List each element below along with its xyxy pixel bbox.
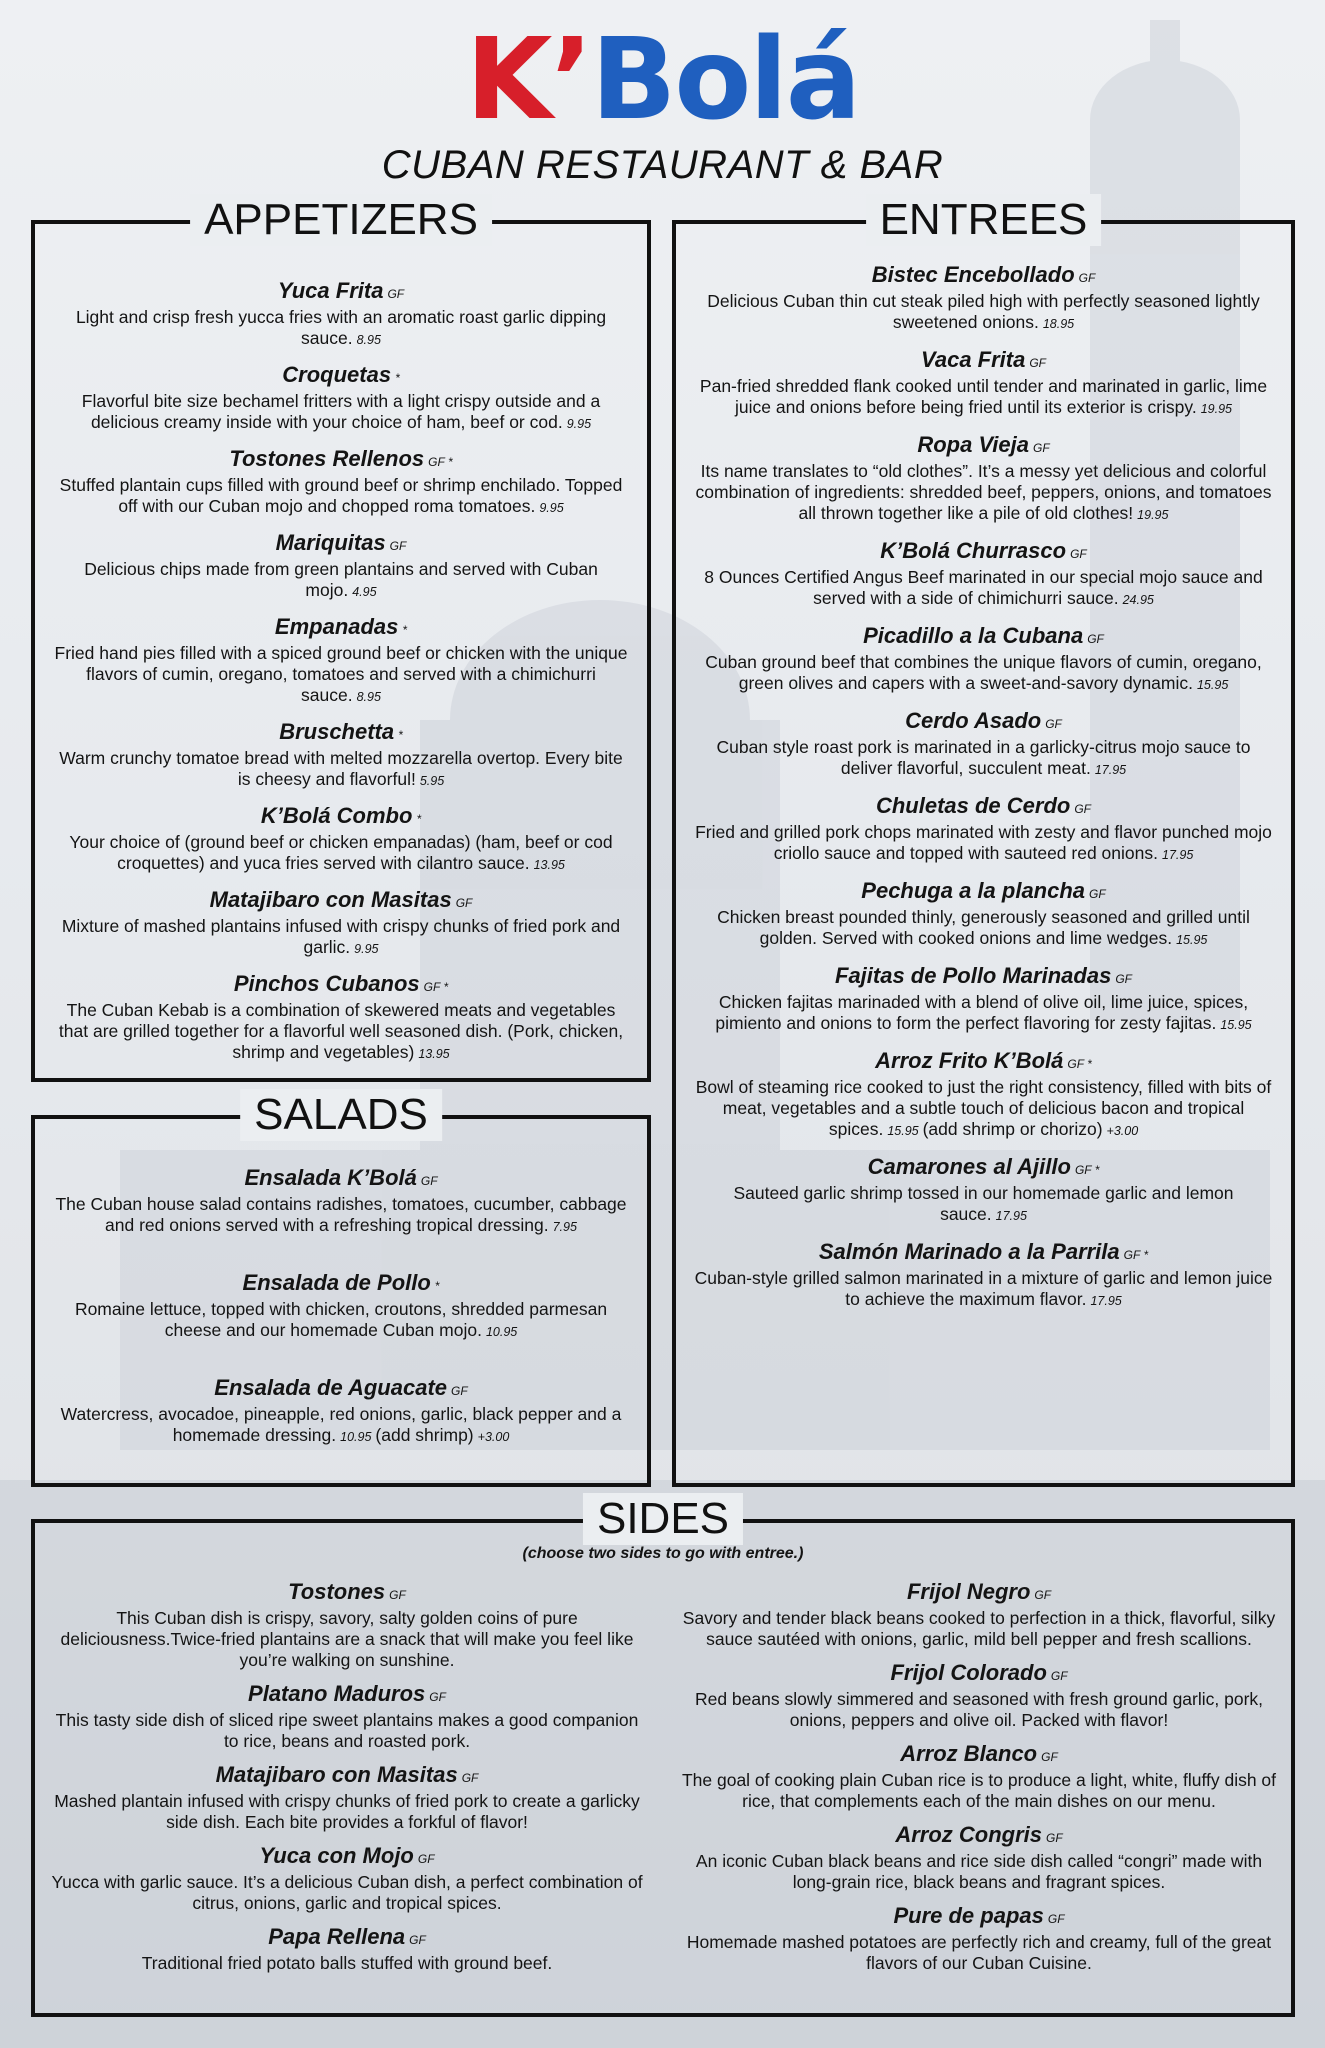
sides-note: (choose two sides to go with entree.): [522, 1545, 804, 1562]
dietary-tag: GF: [461, 1771, 479, 1785]
menu-item-price: 9.95: [566, 417, 592, 431]
menu-item-description: Your choice of (ground beef or chicken empanadas) (ham, beef or cod croquettes) and yuca fries served with cilantro sauce.: [69, 832, 613, 873]
menu-item-name: [49, 1681, 645, 1710]
menu-item-name: [690, 347, 1277, 376]
menu-item-name: [51, 278, 631, 307]
menu-item-description-block: [675, 1932, 1283, 1974]
menu-item-title: Platano Maduros: [248, 1681, 426, 1706]
menu-item-price: 5.95: [419, 774, 445, 788]
menu-item: [49, 1579, 645, 1671]
menu-item-description-block: [51, 391, 631, 433]
menu-item-title: Arroz Frito K’Bolá: [875, 1048, 1064, 1073]
menu-item: [51, 1270, 631, 1341]
menu-item-description: Stuffed plantain cups filled with ground beef or shrimp enchilado. Topped off with our Cuban mojo and chopped roma tomatoes.: [59, 475, 623, 516]
menu-item-price: 17.95: [1094, 763, 1127, 777]
menu-item-description-block: [690, 822, 1277, 864]
menu-item-description-block: [690, 907, 1277, 949]
entrees-section: [672, 195, 1295, 1487]
menu-item-price: 4.95: [352, 585, 377, 599]
menu-item-title: Pechuga a la plancha: [861, 878, 1086, 903]
menu-item-description-block: [51, 1404, 631, 1446]
menu-item-description-block: [49, 1608, 645, 1671]
dietary-tag: GF: [455, 896, 473, 910]
header: [0, 15, 1325, 188]
menu-item-description-block: [51, 1299, 631, 1341]
menu-item-description-block: [690, 461, 1277, 524]
menu-item-description-block: [51, 916, 631, 958]
menu-item-description: Flavorful bite size bechamel fritters with a light crispy outside and a delicious creamy inside with your choice of ham, beef or cod.: [81, 391, 601, 432]
dietary-tag: GF: [1115, 972, 1132, 986]
menu-item-price: 10.95: [340, 1430, 372, 1444]
menu-item-price: 18.95: [1042, 317, 1075, 331]
sides-left-column: [49, 1579, 645, 1984]
menu-item: [675, 1660, 1283, 1731]
sides-title: SIDES: [583, 1493, 743, 1545]
menu-item-title: Chuletas de Cerdo: [875, 793, 1071, 818]
menu-item-title: Cerdo Asado: [905, 708, 1042, 733]
menu-item-name: [51, 446, 631, 475]
menu-item-name: [51, 971, 631, 1000]
menu-item: [675, 1579, 1283, 1650]
dietary-tag: GF *: [1067, 1057, 1092, 1071]
salads-section: [31, 1090, 651, 1487]
menu-item: [51, 614, 631, 706]
menu-item-price: 7.95: [552, 1220, 577, 1234]
menu-item: [49, 1762, 645, 1833]
menu-item: [49, 1681, 645, 1752]
dietary-tag: GF: [1033, 441, 1050, 455]
menu-item-description: Savory and tender black beans cooked to perfection in a thick, flavorful, silky sauce sautéed with onions, garlic, mild bell pepper and fresh scallions.: [682, 1608, 1276, 1649]
dietary-tag: GF: [389, 539, 407, 553]
menu-item-description-block: [690, 652, 1277, 694]
menu-item-name: [690, 1154, 1277, 1183]
menu-item-description-block: [49, 1953, 645, 1974]
menu-item-name: [51, 887, 631, 916]
menu-item-name: [690, 1239, 1277, 1268]
menu-item-description: The goal of cooking plain Cuban rice is to produce a light, white, fluffy dish of rice, that complements each of the main dishes on our menu.: [681, 1770, 1277, 1811]
menu-item-description: Red beans slowly simmered and seasoned with fresh ground garlic, pork, onions, peppers and olive oil. Packed with flavor!: [694, 1689, 1264, 1730]
menu-item-description-block: [51, 1000, 631, 1063]
menu-item-title: Ensalada de Pollo: [242, 1270, 431, 1295]
restaurant-logo: [465, 15, 860, 145]
menu-item-title: Arroz Blanco: [900, 1741, 1038, 1766]
menu-item-price: 13.95: [418, 1047, 450, 1061]
dietary-tag: GF: [1070, 547, 1087, 561]
menu-item-price: 9.95: [539, 501, 564, 515]
menu-item-description: Mixture of mashed plantains infused with crispy chunks of fried pork and garlic.: [61, 916, 621, 957]
menu-item: [690, 538, 1277, 609]
menu-item-description-block: [690, 567, 1277, 609]
menu-item-price: 15.95: [887, 1124, 919, 1138]
menu-item-description: Pan-fried shredded flank cooked until tender and marinated in garlic, lime juice and onions before being fried until its exterior is crispy.: [699, 376, 1268, 417]
menu-item-description-block: [51, 748, 631, 790]
menu-item-price: 19.95: [1200, 402, 1232, 416]
dietary-tag: GF: [451, 1384, 468, 1398]
menu-item-price: 24.95: [1122, 593, 1154, 607]
menu-item-title: Empanadas: [274, 614, 399, 639]
menu-item: [51, 362, 631, 433]
menu-item-price: 19.95: [1137, 508, 1169, 522]
menu-item: [690, 432, 1277, 524]
menu-item-name: [51, 1165, 631, 1194]
menu-item-description: The Cuban house salad contains radishes, tomatoes, cucumber, cabbage and red onions served with a refreshing tropical dressing.: [55, 1194, 627, 1235]
dietary-tag: GF: [1050, 1669, 1068, 1683]
menu-item-title: Yuca con Mojo: [259, 1843, 414, 1868]
dietary-tag: *: [434, 1279, 440, 1293]
menu-item-addon: (add shrimp or chorizo): [922, 1119, 1103, 1139]
menu-item-description-block: [690, 1183, 1277, 1225]
menu-item-title: Papa Rellena: [268, 1924, 406, 1949]
menu-item: [690, 347, 1277, 418]
menu-item-price: 8.95: [356, 333, 381, 347]
menu-item-title: Ensalada de Aguacate: [214, 1375, 448, 1400]
menu-item-description: Delicious chips made from green plantains and served with Cuban mojo.: [84, 559, 598, 600]
menu-item: [675, 1903, 1283, 1974]
menu-item: [49, 1924, 645, 1974]
dietary-tag: GF: [409, 1933, 426, 1947]
menu-item-name: [690, 963, 1277, 992]
menu-item-title: Pure de papas: [893, 1903, 1044, 1928]
menu-item-price: 13.95: [533, 858, 565, 872]
menu-item-title: Ropa Vieja: [917, 432, 1029, 457]
menu-item-name: [51, 1375, 631, 1404]
menu-item: [51, 1375, 631, 1446]
menu-item-name: [49, 1579, 645, 1608]
menu-item-name: [51, 803, 631, 832]
salads-list: [51, 1165, 631, 1480]
menu-item-title: Mariquitas: [275, 530, 386, 555]
menu-item-name: [675, 1903, 1283, 1932]
menu-item-name: [675, 1660, 1283, 1689]
menu-item-description-block: [690, 737, 1277, 779]
logo-k: K’: [465, 15, 592, 145]
dietary-tag: GF: [429, 1690, 446, 1704]
menu-item-description: The Cuban Kebab is a combination of skewered meats and vegetables that are grilled together for a flavorful well seasoned dish. (Pork, chicken, shrimp and vegetables): [58, 1000, 624, 1062]
dietary-tag: GF: [1089, 887, 1106, 901]
menu-item-title: Matajibaro con Masitas: [215, 1762, 458, 1787]
salads-title: SALADS: [240, 1089, 442, 1141]
menu-item-title: K’Bolá Churrasco: [880, 538, 1067, 563]
menu-item-description-block: [675, 1608, 1283, 1650]
dietary-tag: *: [416, 812, 422, 826]
menu-item-price: 8.95: [356, 690, 381, 704]
dietary-tag: GF: [1034, 1588, 1052, 1602]
dietary-tag: GF: [417, 1852, 435, 1866]
menu-item-description: Yucca with garlic sauce. It’s a delicious Cuban dish, a perfect combination of citrus, onions, garlic and tropical spices.: [51, 1872, 643, 1913]
menu-item: [690, 793, 1277, 864]
menu-item-name: [690, 1048, 1277, 1077]
dietary-tag: GF: [1046, 1831, 1063, 1845]
menu-item-description-block: [51, 832, 631, 874]
menu-item-description: Light and crisp fresh yucca fries with an aromatic roast garlic dipping sauce.: [75, 307, 607, 348]
menu-item-price: 17.95: [995, 1209, 1027, 1223]
menu-item: [675, 1822, 1283, 1893]
menu-item: [675, 1741, 1283, 1812]
menu-item-description-block: [49, 1791, 645, 1833]
menu-item-description-block: [51, 307, 631, 349]
menu-item-description-block: [51, 475, 631, 517]
menu-item-description: This Cuban dish is crispy, savory, salty golden coins of pure deliciousness.Twice-fried plantains are a snack that will make you feel like you’re walking on sunshine.: [60, 1608, 634, 1670]
menu-item-title: Tostones: [288, 1579, 386, 1604]
menu-item-description-block: [49, 1710, 645, 1752]
menu-item-price: 15.95: [1196, 678, 1229, 692]
menu-item-title: Frijol Colorado: [890, 1660, 1047, 1685]
menu-item-price: 15.95: [1176, 933, 1208, 947]
menu-item-description-block: [51, 643, 631, 706]
menu-item-description: Cuban ground beef that combines the unique flavors of cumin, oregano, green olives and capers with a sweet-and-savory dynamic.: [705, 652, 1262, 693]
menu-item-title: Arroz Congris: [895, 1822, 1042, 1847]
appetizers-list: [51, 278, 631, 1076]
dietary-tag: GF: [1078, 271, 1096, 285]
entrees-title: ENTREES: [866, 194, 1102, 246]
menu-item-title: Bruschetta: [279, 719, 395, 744]
menu-item-name: [690, 262, 1277, 291]
menu-item-description-block: [690, 1268, 1277, 1310]
menu-item-title: Pinchos Cubanos: [233, 971, 420, 996]
menu-item-description-block: [49, 1872, 645, 1914]
sides-right-column: [675, 1579, 1283, 1984]
menu-item-description: Sauteed garlic shrimp tossed in our homemade garlic and lemon sauce.: [733, 1183, 1234, 1224]
sides-section: [31, 1494, 1295, 2017]
menu-item-description-block: [675, 1770, 1283, 1812]
menu-item-price: 10.95: [485, 1325, 518, 1339]
menu-item-description: Mashed plantain infused with crispy chunks of fried pork to create a garlicky side dish. Each bite provides a forkful of flavor!: [54, 1791, 640, 1832]
menu-item-description: An iconic Cuban black beans and rice side dish called “congri” made with long-grain rice, black beans and fragrant spices.: [695, 1851, 1263, 1892]
menu-item-addon-price: +3.00: [477, 1430, 510, 1444]
menu-item-description: Cuban style roast pork is marinated in a garlicky-citrus mojo sauce to deliver flavorful, succulent meat.: [716, 737, 1251, 778]
menu-item-name: [49, 1762, 645, 1791]
dietary-tag: GF: [1074, 802, 1092, 816]
menu-item-name: [51, 530, 631, 559]
menu-item-description: Warm crunchy tomatoe bread with melted mozzarella overtop. Every bite is cheesy and flavorful!: [59, 748, 623, 789]
menu-item-description: Chicken breast pounded thinly, generously seasoned and grilled until golden. Served with cooked onions and lime wedges.: [717, 907, 1250, 948]
menu-item-title: Picadillo a la Cubana: [863, 623, 1084, 648]
dietary-tag: GF: [389, 1588, 406, 1602]
tagline: CUBAN RESTAURANT & BAR: [381, 143, 944, 187]
menu-item: [51, 278, 631, 349]
menu-item: [690, 1048, 1277, 1140]
menu-item-title: K’Bolá Combo: [260, 803, 413, 828]
menu-item-name: [49, 1843, 645, 1872]
menu-item: [51, 530, 631, 601]
menu-item: [51, 446, 631, 517]
dietary-tag: GF: [387, 287, 405, 301]
logo-bola: Bolá: [591, 15, 860, 145]
menu-item-name: [690, 623, 1277, 652]
menu-item-description-block: [690, 992, 1277, 1034]
menu-item-description-block: [675, 1689, 1283, 1731]
dietary-tag: GF: [1041, 1750, 1058, 1764]
menu-item-description: Chicken fajitas marinaded with a blend of olive oil, lime juice, spices, pimiento and onions to form the perfect flavoring for zesty fajitas.: [715, 992, 1249, 1033]
menu-item: [690, 623, 1277, 694]
menu-item-name: [51, 614, 631, 643]
menu-item-description: Fried and grilled pork chops marinated with zesty and flavor punched mojo criollo sauce and topped with sauteed red onions.: [695, 822, 1272, 863]
menu-item-addon: (add shrimp): [375, 1425, 474, 1445]
menu-item-description: Fried hand pies filled with a spiced ground beef or chicken with the unique flavors of cumin, oregano, tomatoes and served with a chimichurri sauce.: [54, 643, 628, 705]
menu-item-name: [49, 1924, 645, 1953]
dietary-tag: GF: [420, 1174, 438, 1188]
dietary-tag: *: [398, 728, 403, 742]
dietary-tag: GF: [1045, 717, 1062, 731]
menu-item: [690, 708, 1277, 779]
menu-item-price: 15.95: [1220, 1018, 1252, 1032]
menu-item-description: This tasty side dish of sliced ripe sweet plantains makes a good companion to rice, beans and roasted pork.: [55, 1710, 639, 1751]
menu-item-description: Homemade mashed potatoes are perfectly rich and creamy, full of the great flavors of our Cuban Cuisine.: [686, 1932, 1272, 1973]
menu-item-description-block: [690, 376, 1277, 418]
dietary-tag: GF: [1047, 1912, 1065, 1926]
menu-item-title: Ensalada K’Bolá: [244, 1165, 417, 1190]
menu-item-price: 17.95: [1090, 1294, 1122, 1308]
menu-item-title: Fajitas de Pollo Marinadas: [835, 963, 1112, 988]
dietary-tag: GF *: [1123, 1248, 1149, 1262]
menu-item-name: [51, 719, 631, 748]
menu-item-description-block: [690, 291, 1277, 333]
menu-item-description: Romaine lettuce, topped with chicken, croutons, shredded parmesan cheese and our homemade Cuban mojo.: [74, 1299, 608, 1340]
menu-item: [49, 1843, 645, 1914]
menu-item-name: [675, 1741, 1283, 1770]
menu-item-price: 17.95: [1162, 848, 1194, 862]
menu-item: [51, 803, 631, 874]
menu-item-name: [51, 1270, 631, 1299]
menu-item-title: Frijol Negro: [906, 1579, 1031, 1604]
menu-item: [51, 887, 631, 958]
menu-item-title: Tostones Rellenos: [229, 446, 425, 471]
appetizers-title: APPETIZERS: [190, 194, 492, 246]
menu-item-description: Its name translates to “old clothes”. It’s a messy yet delicious and colorful combination of ingredients: shredded beef, peppers, onions, and tomatoes all thrown together like a pile of old clothes!: [695, 461, 1272, 523]
menu-item-price: 9.95: [354, 942, 379, 956]
menu-item: [51, 1165, 631, 1236]
menu-item-title: Croquetas: [282, 362, 392, 387]
menu-item: [51, 971, 631, 1063]
appetizers-section: [31, 195, 651, 1082]
menu-item-title: Vaca Frita: [920, 347, 1026, 372]
dietary-tag: *: [395, 371, 400, 385]
entrees-list: [690, 262, 1277, 1324]
menu-item-addon-price: +3.00: [1106, 1124, 1139, 1138]
menu-item-description: Traditional fried potato balls stuffed with ground beef.: [141, 1953, 553, 1973]
dietary-tag: GF *: [428, 455, 453, 469]
menu-item: [690, 963, 1277, 1034]
menu-item-name: [690, 432, 1277, 461]
menu-item-title: Yuca Frita: [277, 278, 384, 303]
menu-item-title: Salmón Marinado a la Parrila: [818, 1239, 1120, 1264]
menu-item-name: [51, 362, 631, 391]
menu-item-description-block: [675, 1851, 1283, 1893]
menu-item-title: Matajibaro con Masitas: [209, 887, 452, 912]
menu-item-title: Camarones al Ajillo: [867, 1154, 1071, 1179]
menu-item-name: [675, 1579, 1283, 1608]
dietary-tag: *: [402, 623, 408, 637]
menu-item-title: Bistec Encebollado: [871, 262, 1075, 287]
menu-item-name: [690, 793, 1277, 822]
menu-item-description: Watercress, avocadoe, pineapple, red onions, garlic, black pepper and a homemade dressing.: [60, 1404, 622, 1445]
menu-item-description: Cuban-style grilled salmon marinated in a mixture of garlic and lemon juice to achieve the maximum flavor.: [694, 1268, 1273, 1309]
menu-item-description-block: [51, 559, 631, 601]
menu-item-description: 8 Ounces Certified Angus Beef marinated in our special mojo sauce and served with a side of chimichurri sauce.: [704, 567, 1263, 608]
menu-item-description-block: [690, 1077, 1277, 1140]
menu-item-name: [690, 878, 1277, 907]
menu-item-description-block: [51, 1194, 631, 1236]
dietary-tag: GF: [1029, 356, 1047, 370]
menu-item-description: Delicious Cuban thin cut steak piled high with perfectly seasoned lightly sweetened onions.: [707, 291, 1260, 332]
dietary-tag: GF: [1087, 632, 1104, 646]
menu-item: [690, 878, 1277, 949]
menu-item-name: [690, 538, 1277, 567]
menu-item: [690, 262, 1277, 333]
menu-item: [690, 1154, 1277, 1225]
menu-item-name: [675, 1822, 1283, 1851]
dietary-tag: GF *: [423, 980, 449, 994]
menu-item-name: [690, 708, 1277, 737]
menu-item: [690, 1239, 1277, 1310]
menu-item: [51, 719, 631, 790]
dietary-tag: GF *: [1074, 1163, 1100, 1177]
menu-item-description: Bowl of steaming rice cooked to just the right consistency, filled with bits of meat, vegetables and a subtle touch of delicious bacon and tropical spices.: [695, 1077, 1272, 1139]
